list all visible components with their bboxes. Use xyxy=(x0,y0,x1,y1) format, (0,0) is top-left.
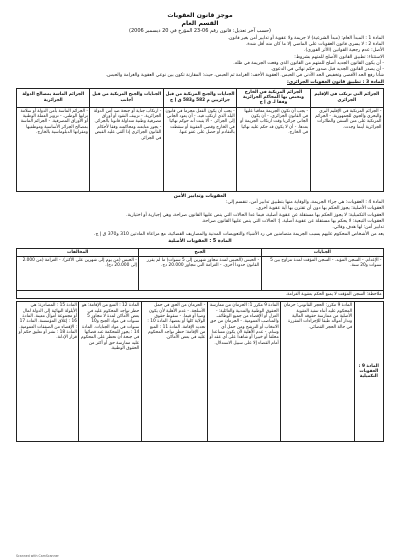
table-header-cell: الجنايات xyxy=(261,248,383,256)
table-header-cell: الجرائم التي ترتكب في الإقليم الجزائري xyxy=(310,88,383,107)
document-title: موجز قانون العقوبات xyxy=(167,12,233,19)
intro-line: المادة 2 : لا يسري قانون العقوبات على الماضي إلا ما كان منه أقل شدة. xyxy=(245,42,384,48)
table-cell: - يجب أن يكون الفعل مجرما في قانون البلد الذي ارتكب فيه. - أن يعود الجاني إلى الجزائر. - ألا يثبت أنه حوكم نهائيا في الخارج وقضى العقوبة أو سقطت بالتقادم أو حصل على عفو عنها. xyxy=(163,107,236,191)
intro-line: المادة 1 : المبدأ العام: (مبدأ الشرعية) لا جريمة ولا عقوبة أو تدابير أمن بغير قانون. xyxy=(227,35,384,41)
principal-penalties-table xyxy=(16,248,384,300)
section-line: المادة 4 : العقوبات: هي جزاء الجريمة، والوقاية منها بتطبيق تدابير أمن، تنقسم إلى: xyxy=(225,200,384,206)
source-note: (حسب آخر تعديل: قانون رقم 06-23 المؤرخ في 20 ديسمبر 2006) xyxy=(129,27,271,34)
section-line: العقوبات التبعية: لا يحكم بها مستقلة عن عقوبة أصلية. إ: الحالات التي ينص عليها القانون صراحة. xyxy=(201,219,384,225)
intro-line: الاستثناء: تطبيق القانون الأصلح للمتهم بشروط: xyxy=(294,54,384,60)
article5-title: المادة 5 : العقوبات الأصلية xyxy=(168,239,232,245)
scanner-footer: Scanned with CamScanner xyxy=(16,553,59,558)
jurisdiction-table xyxy=(16,88,384,192)
intro-section xyxy=(16,36,384,86)
intro-line: الأصل: عدم رجعية القوانين (الأثر الفوري). xyxy=(304,48,384,54)
table-row xyxy=(17,107,384,191)
section-title: العقوبات وتدابير الأمن xyxy=(173,193,227,199)
table-cell: - الحبس (الحبس لمدة تتجاوز شهرين إلى 5 سنوات) ما لم يقرر القانون حدودا أخرى. - الغرامة التي تتجاوز 20.000 دج. xyxy=(139,256,261,290)
table-cell: - الجرائم الماسة بأمن الدولة أو سلامة ترابها الوطني. - تزوير العملة الوطنية أو الأوراق المصرفية. - الجرائم الماسة بمصالح الجزائر الأساسية وموظفيها ومقراتها الدبلوماسية بالخارج. xyxy=(17,107,90,191)
table-row xyxy=(17,290,384,298)
table-cell: - الجرائم المرتكبة في الإقليم البري والبحري والجوي للجمهورية. - الجرائم المرتكبة على متن السفن والطائرات الجزائرية أينما وجدت. xyxy=(310,107,383,191)
document-subtitle: القسم العام xyxy=(181,19,219,27)
penalties-section xyxy=(16,200,384,237)
intro-line: المادة 3 : تطبيق قانون العقوبات الجزائري: xyxy=(287,79,384,85)
supplementary-penalties-table xyxy=(16,301,384,442)
table-cell: - الإعدام. - السجن المؤبد. - السجن المؤقت لمدة تتراوح بين 5 سنوات و20 سنة. xyxy=(261,256,383,290)
table-header-cell: الجنايات والجنح المرتكبة من قبل جزائريين م 582 و583 ق إ ج xyxy=(163,88,236,107)
intro-line: - أن يصدر القانون الجديد قبل صدور حكم نهائي في الدعوى. xyxy=(270,67,384,73)
table-header-row xyxy=(17,88,384,107)
table-header-cell: الجنايات والجنح المرتكبة من قبل أجانب xyxy=(90,88,163,107)
table-cell: المادة 12 : المنع من الإقامة: هو حظر تواجد المحكوم عليه في بعض الأماكن لمدة لا تتجاوز 5 سنوات في مواد الجنح و10 سنوات في مواد الجنايات. المادة 14 : يجوز للمحكمة عند قضائها في جنحة أن تحظر على المحكوم عليه ممارسة حق أو أكثر من الحقوق الوطنية. xyxy=(79,302,141,442)
table-cell: المادة 9 مكرر: الحجر القانوني: حرمان المحكوم عليه أثناء تنفيذ العقوبة الأصلية من ممارسة حقوقه المالية وتدار أمواله طبقا للإجراءات المقررة في حالة الحجر القضائي. xyxy=(281,302,354,442)
intro-line: - أن يكون القانون الجديد أصلح للمتهم من القانون الذي وقعت الجريمة في ظله. xyxy=(233,60,384,66)
row-label: المادة 9 : العقوبات التكميلية xyxy=(354,302,383,442)
table-header-cell: الجرائم المرتكبة في الخارج وتختص بها المحاكم الجزائرية وفقا لـ ق إ ج xyxy=(237,88,310,107)
table-header-cell: المخالفات xyxy=(17,248,139,256)
section-line: العقوبات الأصلية: يجوز الحكم بها دون أن تقترن بها أية عقوبة أخرى. xyxy=(255,206,384,212)
table-header-cell: الجرائم الماسة بمصالح الدولة الجزائرية xyxy=(17,88,90,107)
table-note: ملاحظة: السجن المؤقت لا يمنع الحكم بعقوبة الغرامة. xyxy=(17,290,384,298)
table-header-cell: الجنح xyxy=(139,248,261,256)
table-cell: - الحبس (من يوم إلى شهرين على الأكثر). - الغرامة (من 2.000 إلى 20.000 دج). xyxy=(17,256,139,290)
table-cell: - يجب أن تكون الجريمة معاقبا عليها في القانون الجزائري. - أن يكون الجاني جزائريا وقت ارتكاب الجريمة أو بعدها. - أن لا يكون قد حكم عليه نهائيا في الخارج. xyxy=(237,107,310,191)
table-cell: - الحرمان من الحق في حمل الأسلحة. - عدم الأهلية لأن يكون وصيا أو قيما. - سقوط حقوق الولاية كلها أو بعضها. المادة 10 : تحديد الإقامة. المادة 11 : المنع من الإقامة: حظر تواجد المحكوم عليه في بعض الأماكن. xyxy=(141,302,207,442)
table-row xyxy=(17,302,384,442)
table-header-row xyxy=(17,248,384,256)
section-line: العقوبات التكميلية: لا يجوز الحكم بها مستقلة عن عقوبة أصلية، فيما عدا الحالات التي ينص عليها القانون صراحة، وهي إجبارية أو اختيارية. xyxy=(126,212,384,218)
table-cell: - ارتكاب جناية أو جنحة ضد أمن الدولة الجزائرية. - تزييف النقود أو أوراق مصرفية وطنية متداولة قانونا بالجزائر. - يجوز متابعته ومحاكمته وفقا لأحكام القانون الجزائري إذا ألقي عليه القبض في الجزائر. xyxy=(90,107,163,191)
section-line: تدابير أمن: لها هدف وقائي. xyxy=(332,225,384,231)
table-cell: المادة 9 مكرر 1: الحرمان من ممارسة الحقوق الوطنية والمدنية والعائلية: - العزل أو الإقصاء من جميع الوظائف والمناصب العمومية. - الحرمان من حق الانتخاب أو الترشح ومن حمل أي وسام. - عدم الأهلية لأن يكون مساعدا محلفا أو خبيرا أو شاهدا على أي عقد أو أمام القضاء إلا على سبيل الاستدلال. xyxy=(207,302,280,442)
table-cell: المادة 15 : المصادرة: هي الأيلولة النهائية إلى الدولة لمال أو مجموعة أموال معينة. المادة 16 : إغلاق المؤسسة. المادة 17 : الإقصاء من الصفقات العمومية. المادة 18 : نشر أو تعليق حكم أو قرار الإدانة. xyxy=(17,302,79,442)
intro-line: شأنا رفع الحد الأقصى وتخفيض الحد الأدنى في الحبس. العقوبة الأخف: الغرامة ثم الحبس، حيث: المقارنة تكون بين نوعي العقوبة والغرامة والحبس. xyxy=(105,73,384,79)
table-row xyxy=(17,256,384,290)
section-line: يعد من الأشخاص المحكوم عليهم يسبب الجريمة متضامنين في رد الأشياء والتعويضات المدنية والمصاريف القضائية، مع مراعاة المادتين 310 و370 ق إ ج. xyxy=(94,231,384,237)
